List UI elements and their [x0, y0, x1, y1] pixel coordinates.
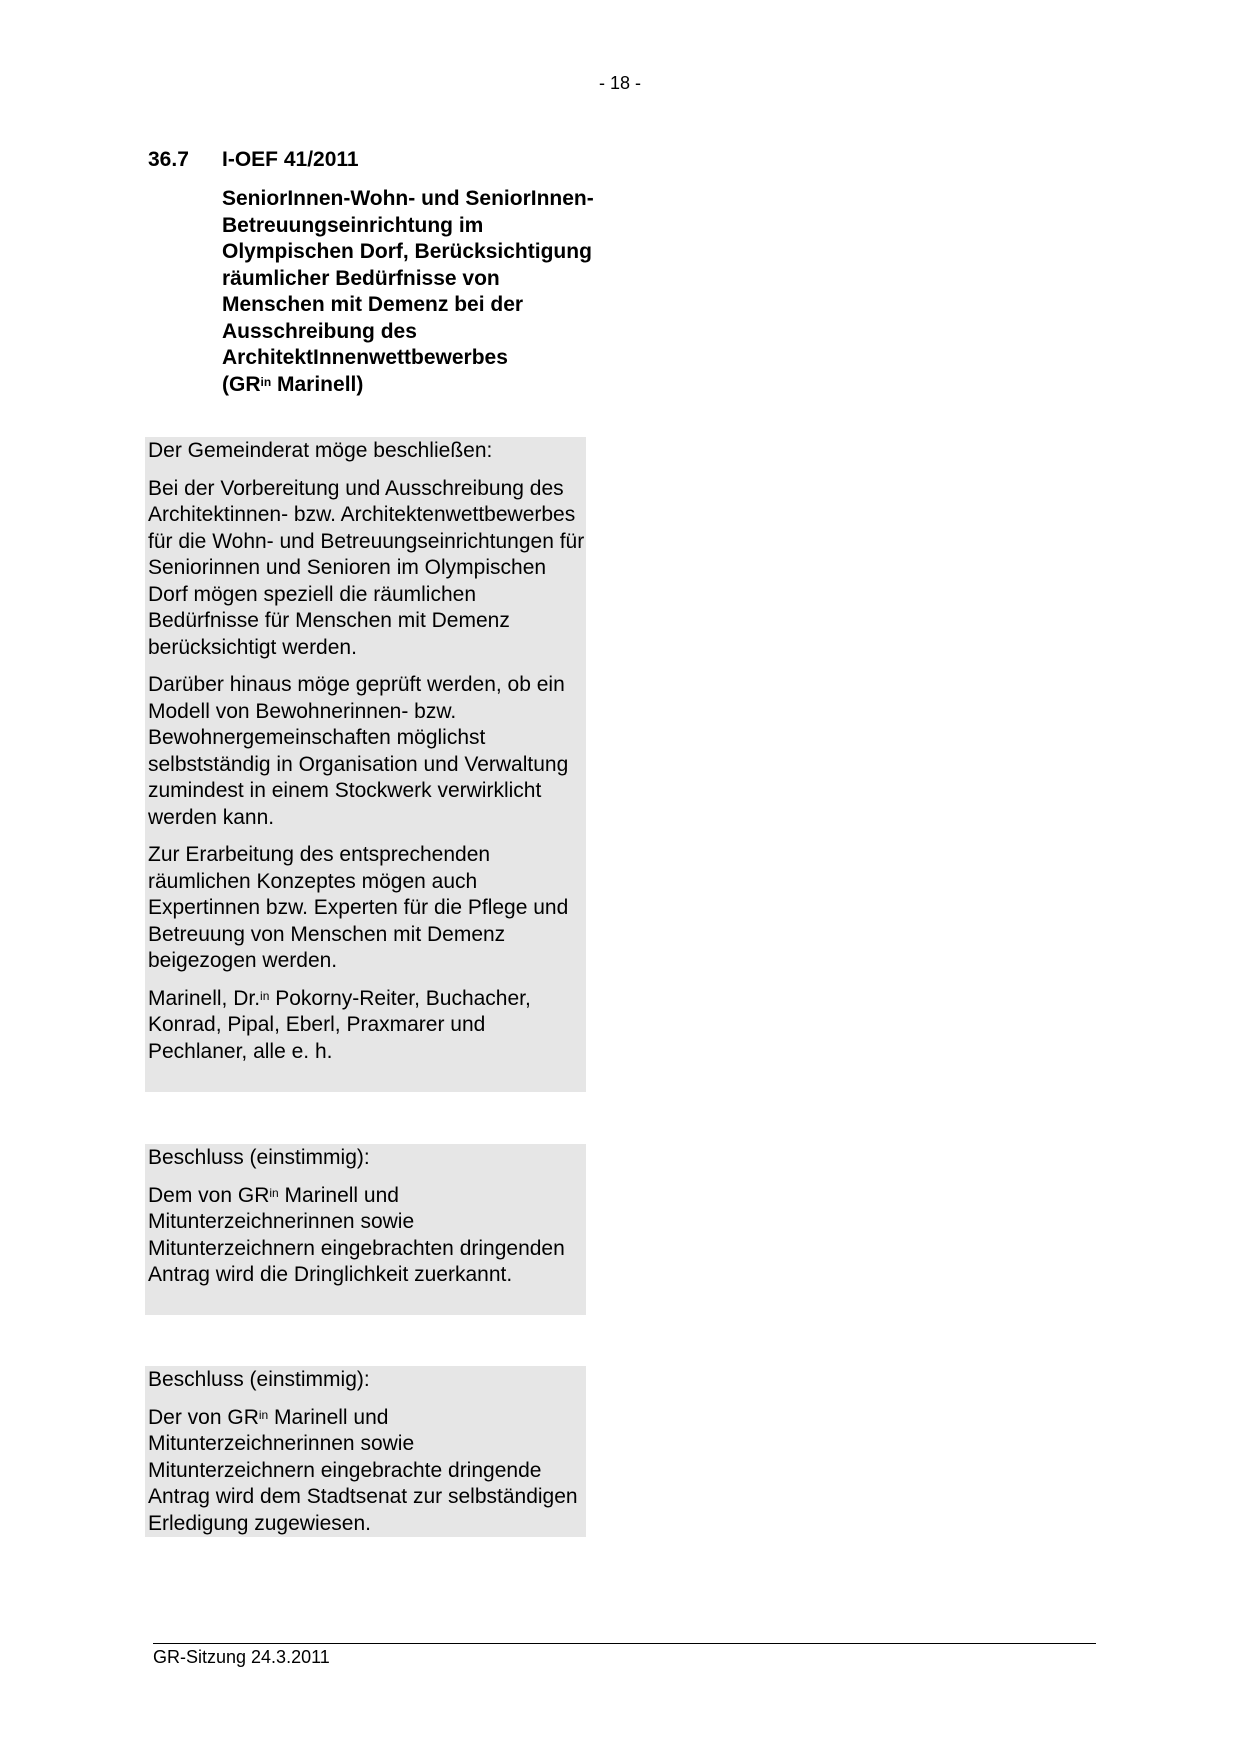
decision-2-text-start: Der von GR: [148, 1405, 259, 1429]
motion-block: [145, 437, 586, 1092]
agenda-item-title-text: SeniorInnen-Wohn- und SeniorInnen-Betreuungseinrichtung im Olympischen Dorf, Berücksichtigung räumlicher Bedürfnisse von Menschen mit Demenz bei der Ausschreibung des ArchitektInnenwettbewerbes: [222, 187, 594, 369]
signatories-start: Marinell, Dr.: [148, 986, 261, 1010]
agenda-item-number: 36.7: [148, 148, 189, 171]
decision-2-text: [145, 1405, 586, 1538]
motion-paragraph-1: Bei der Vorbereitung und Ausschreibung des Architektinnen- bzw. Architektenwettbewerbes für die Wohn- und Betreuungseinrichtungen für Seniorinnen und Senioren im Olympischen Dorf mögen speziell die räumlichen Bedürfnisse für Menschen mit Demenz berücksichtigt werden.: [148, 476, 585, 659]
agenda-item-reference: I-OEF 41/2011: [222, 148, 359, 171]
motion-signatories: [145, 986, 586, 1066]
decision-block-2: [145, 1366, 586, 1537]
motion-paragraph-2: Darüber hinaus möge geprüft werden, ob ein Modell von Bewohnerinnen- bzw. Bewohnergemeinschaften möglichst selbstständig in Organisation und Verwaltung zumindest in einem Stockwerk verwirklicht werden kann.: [148, 673, 569, 829]
agenda-item-title: [222, 186, 602, 398]
decision-2-heading: Beschluss (einstimmig):: [148, 1368, 370, 1391]
decision-1-text-start: Dem von GR: [148, 1183, 270, 1207]
agenda-item-title-author-suffix: in: [260, 374, 272, 389]
footer-divider: [153, 1643, 1096, 1644]
decision-2-title-suffix: in: [258, 1407, 269, 1422]
decision-2-text-rest: Marinell und Mitunterzeichnerinnen sowie Mitunterzeichnern eingebrachte dringende Antrag wird dem Stadtsenat zur selbständigen Erledigung zugewiesen.: [148, 1405, 578, 1535]
decision-1-title-suffix: in: [269, 1185, 279, 1200]
signatories-rest: Pokorny-Reiter, Buchacher, Konrad, Pipal, Eberl, Praxmarer und Pechlaner, alle e. h.: [148, 986, 531, 1063]
footer-text: GR-Sitzung 24.3.2011: [153, 1647, 330, 1667]
page-number: - 18 -: [598, 73, 641, 93]
decision-1-heading: Beschluss (einstimmig):: [148, 1146, 370, 1169]
agenda-item-title-author-open: (GR: [222, 372, 261, 396]
decision-1-text-rest: Marinell und Mitunterzeichnerinnen sowie Mitunterzeichnern eingebrachten dringenden Antrag wird die Dringlichkeit zuerkannt.: [148, 1183, 565, 1286]
agenda-item-title-author-close: Marinell): [271, 372, 364, 396]
motion-intro: Der Gemeinderat möge beschließen:: [148, 439, 493, 462]
decision-1-text: [145, 1183, 586, 1289]
decision-block-1: [145, 1144, 586, 1315]
motion-paragraph-3: Zur Erarbeitung des entsprechenden räumlichen Konzeptes mögen auch Expertinnen bzw. Experten für die Pflege und Betreuung von Menschen mit Demenz beigezogen werden.: [148, 843, 569, 972]
signatories-title-suffix: in: [260, 988, 270, 1003]
